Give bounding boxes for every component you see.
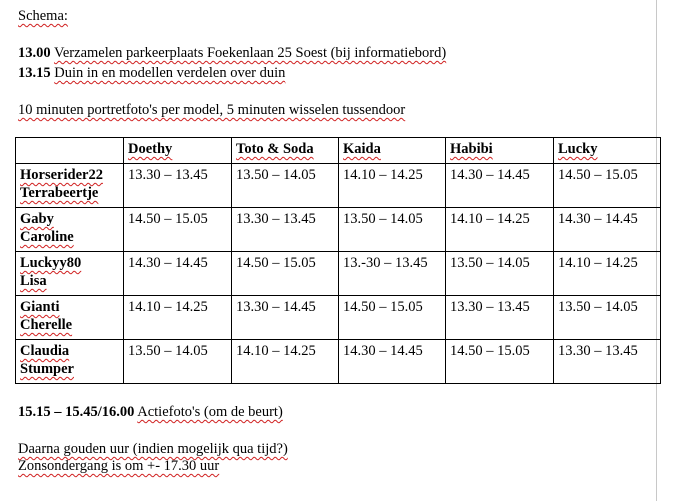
intro-time-1: 13.00 <box>18 45 51 61</box>
slot-cell: 14.50 – 15.05 <box>339 296 446 340</box>
header-cell-lucky: Lucky <box>554 138 661 164</box>
slot-cell: 13.50 – 14.05 <box>124 340 232 384</box>
intro-line-1 <box>18 45 446 62</box>
slot-cell: 14.10 – 14.25 <box>446 208 554 252</box>
slot-cell: 13.50 – 14.05 <box>446 252 554 296</box>
slot-cell: 14.50 – 15.05 <box>446 340 554 384</box>
slot-cell: 13.30 – 14.45 <box>232 296 339 340</box>
header-cell-empty <box>16 138 124 164</box>
schema-heading: Schema: <box>18 8 68 24</box>
action-line <box>18 404 283 421</box>
intro-line-2 <box>18 65 285 82</box>
slot-cell: 14.10 – 14.25 <box>554 252 661 296</box>
slot-cell: 14.50 – 15.05 <box>124 208 232 252</box>
table-row <box>16 208 661 252</box>
portrait-note: 10 minuten portretfoto's per model, 5 minuten wisselen tussendoor <box>18 102 406 118</box>
schedule-table <box>15 137 661 384</box>
header-cell-habibi: Habibi <box>446 138 554 164</box>
intro-text-1: Verzamelen parkeerplaats Foekenlaan 25 Soest (bij informatiebord) <box>54 45 447 61</box>
intro-text-2: Duin in en modellen verdelen over duin <box>54 65 286 81</box>
slot-cell: 13.30 – 13.45 <box>554 340 661 384</box>
row-names: Gaby Caroline <box>16 208 124 252</box>
slot-cell: 13.50 – 14.05 <box>339 208 446 252</box>
slot-cell: 13.30 – 13.45 <box>232 208 339 252</box>
intro-time-2: 13.15 <box>18 65 51 81</box>
slot-cell: 14.30 – 14.45 <box>339 340 446 384</box>
row-names: Luckyy80 Lisa <box>16 252 124 296</box>
table-row <box>16 296 661 340</box>
row-names: Claudia Stumper <box>16 340 124 384</box>
header-cell-doethy: Doethy <box>124 138 232 164</box>
slot-cell: 13.-30 – 13.45 <box>339 252 446 296</box>
slot-cell: 14.30 – 14.45 <box>554 208 661 252</box>
footer-line-1: Daarna gouden uur (indien mogelijk qua tijd?) <box>18 441 288 457</box>
table-row <box>16 340 661 384</box>
action-time: 15.15 – 15.45/16.00 <box>18 404 135 420</box>
slot-cell: 14.10 – 14.25 <box>339 164 446 208</box>
table-row <box>16 252 661 296</box>
table-row <box>16 164 661 208</box>
slot-cell: 14.30 – 14.45 <box>124 252 232 296</box>
slot-cell: 13.50 – 14.05 <box>554 296 661 340</box>
row-names: Horserider22 Terrabeertje <box>16 164 124 208</box>
slot-cell: 13.30 – 13.45 <box>124 164 232 208</box>
slot-cell: 14.10 – 14.25 <box>232 340 339 384</box>
slot-cell: 14.30 – 14.45 <box>446 164 554 208</box>
action-text: Actiefoto's (om de beurt) <box>137 404 283 420</box>
slot-cell: 14.50 – 15.05 <box>232 252 339 296</box>
slot-cell: 14.50 – 15.05 <box>554 164 661 208</box>
table-header-row <box>16 138 661 164</box>
footer-line-2: Zonsondergang is om +- 17.30 uur <box>18 458 220 474</box>
row-names: Gianti Cherelle <box>16 296 124 340</box>
slot-cell: 14.10 – 14.25 <box>124 296 232 340</box>
slot-cell: 13.50 – 14.05 <box>232 164 339 208</box>
slot-cell: 13.30 – 13.45 <box>446 296 554 340</box>
header-cell-toto-soda: Toto & Soda <box>232 138 339 164</box>
header-cell-kaida: Kaida <box>339 138 446 164</box>
